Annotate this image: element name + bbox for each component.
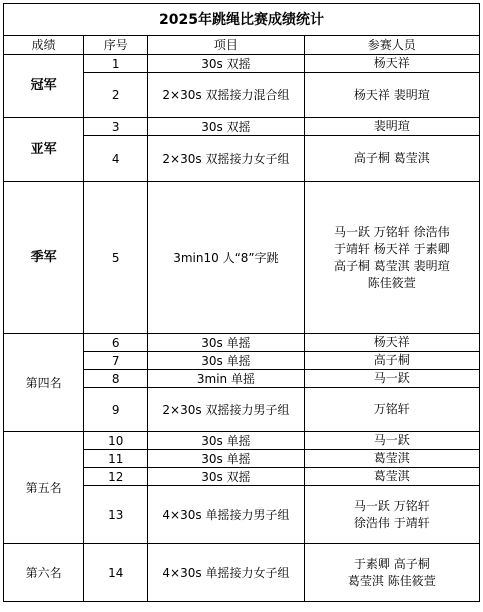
header-rank: 成绩 — [4, 36, 84, 55]
rank-cell: 冠军 — [4, 55, 84, 118]
header-event: 项目 — [148, 36, 304, 55]
seq-cell: 5 — [84, 182, 148, 334]
athlete-line: 马一跃 — [373, 371, 410, 385]
athlete-line: 万铭轩 — [373, 402, 410, 416]
athlete-line: 杨天祥 — [373, 56, 410, 70]
rank-cell: 第五名 — [4, 432, 84, 544]
table-row — [4, 55, 480, 73]
table-row — [4, 182, 480, 334]
event-cell: 30s 单摇 — [148, 352, 304, 370]
header-seq: 序号 — [84, 36, 148, 55]
seq-cell: 3 — [84, 118, 148, 136]
event-cell: 30s 单摇 — [148, 450, 304, 468]
athlete-line: 杨天祥 — [373, 335, 410, 349]
event-cell: 4×30s 单摇接力女子组 — [148, 544, 304, 602]
athletes-cell — [304, 388, 479, 432]
athletes-cell — [304, 544, 479, 602]
athlete-line: 徐浩伟 于靖轩 — [353, 515, 430, 530]
athlete-line: 高子桐 — [373, 353, 410, 367]
seq-cell: 2 — [84, 73, 148, 118]
athletes-cell — [304, 182, 479, 334]
seq-cell: 12 — [84, 468, 148, 486]
rank-cell: 亚军 — [4, 118, 84, 182]
table-row — [4, 432, 480, 450]
rank-cell: 季军 — [4, 182, 84, 334]
athlete-line: 裴明瑄 — [373, 119, 410, 133]
seq-cell: 13 — [84, 486, 148, 544]
event-cell: 2×30s 双摇接力女子组 — [148, 136, 304, 182]
event-cell: 2×30s 双摇接力混合组 — [148, 73, 304, 118]
table-row — [4, 118, 480, 136]
event-cell: 30s 单摇 — [148, 334, 304, 352]
event-cell: 30s 双摇 — [148, 118, 304, 136]
seq-cell: 6 — [84, 334, 148, 352]
athlete-line: 高子桐 葛莹淇 裴明瑄 — [333, 258, 450, 273]
seq-cell: 10 — [84, 432, 148, 450]
athletes-cell — [304, 450, 479, 468]
header-row — [4, 36, 480, 55]
results-table — [3, 3, 480, 602]
athlete-line: 于靖轩 杨天祥 于素卿 — [333, 241, 450, 256]
event-cell: 3min 单摇 — [148, 370, 304, 388]
event-cell: 3min10 人“8”字跳 — [148, 182, 304, 334]
athletes-cell — [304, 352, 479, 370]
seq-cell: 11 — [84, 450, 148, 468]
athlete-line: 葛莹淇 陈佳筱萱 — [347, 573, 436, 588]
athletes-cell — [304, 118, 479, 136]
athletes-cell — [304, 334, 479, 352]
athlete-line: 陈佳筱萱 — [367, 275, 416, 290]
header-athletes: 参赛人员 — [304, 36, 479, 55]
athlete-line: 葛莹淇 — [373, 451, 410, 465]
athletes-cell — [304, 432, 479, 450]
event-cell: 30s 单摇 — [148, 432, 304, 450]
seq-cell: 9 — [84, 388, 148, 432]
athletes-cell — [304, 73, 479, 118]
athletes-cell — [304, 370, 479, 388]
seq-cell: 1 — [84, 55, 148, 73]
rank-cell: 第六名 — [4, 544, 84, 602]
athletes-cell — [304, 136, 479, 182]
rank-cell: 第四名 — [4, 334, 84, 432]
seq-cell: 14 — [84, 544, 148, 602]
event-cell: 2×30s 双摇接力男子组 — [148, 388, 304, 432]
athlete-line: 马一跃 万铭轩 徐浩伟 — [333, 224, 450, 239]
seq-cell: 8 — [84, 370, 148, 388]
athlete-line: 高子桐 葛莹淇 — [353, 151, 430, 165]
athlete-line: 杨天祥 裴明瑄 — [353, 87, 430, 102]
seq-cell: 4 — [84, 136, 148, 182]
table-title: 2025年跳绳比赛成绩统计 — [4, 4, 480, 36]
athletes-cell — [304, 55, 479, 73]
table-row — [4, 544, 480, 602]
event-cell: 4×30s 单摇接力男子组 — [148, 486, 304, 544]
athletes-cell — [304, 468, 479, 486]
event-cell: 30s 双摇 — [148, 468, 304, 486]
event-cell: 30s 双摇 — [148, 55, 304, 73]
athlete-line: 马一跃 万铭轩 — [353, 498, 430, 513]
athletes-cell — [304, 486, 479, 544]
athlete-line: 马一跃 — [373, 433, 410, 447]
athlete-line: 葛莹淇 — [373, 469, 410, 483]
table-row — [4, 334, 480, 352]
athlete-line: 于素卿 高子桐 — [353, 556, 430, 571]
seq-cell: 7 — [84, 352, 148, 370]
